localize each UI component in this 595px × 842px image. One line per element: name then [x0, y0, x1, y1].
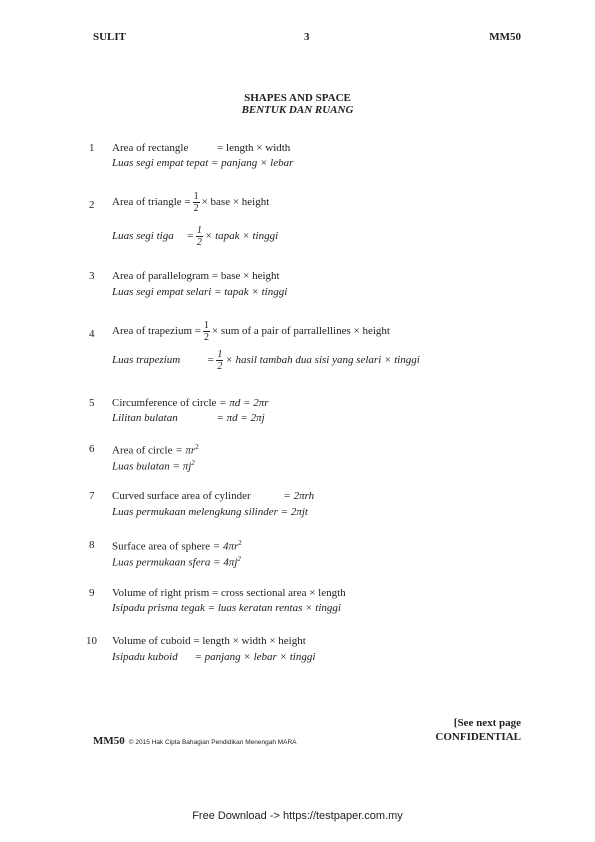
- formula-label: Volume of cuboid: [112, 635, 191, 647]
- formula-line-ms: Luas trapezium = $\frac{1}{2}$ × hasil tambah dua sisi yang selari × tinggi: [112, 349, 420, 372]
- formula-expression: × tapak × tinggi: [204, 230, 279, 243]
- formula-line-en: [112, 635, 306, 647]
- formula-expression: = base × height: [211, 270, 280, 282]
- formula-number: 10: [86, 635, 97, 647]
- exponent: 2: [237, 555, 241, 563]
- formula-line-en: [112, 587, 346, 599]
- formula-line-ms: [112, 506, 308, 518]
- formula-expression: = 2πrh: [283, 490, 315, 502]
- section-title: SHAPES AND SPACE: [244, 92, 351, 104]
- formula-label: Luas segi tiga: [112, 230, 174, 243]
- formula-label: Circumference of circle: [112, 397, 217, 409]
- formula-line-en: [112, 397, 269, 409]
- formula-label: Curved surface area of cylinder: [112, 490, 251, 502]
- exponent: 2: [238, 539, 242, 547]
- formula-line-ms: [112, 555, 241, 569]
- header-right: MM50: [489, 31, 521, 43]
- formula-label: Isipadu kuboid: [112, 651, 178, 663]
- formula-line-en: [112, 443, 199, 457]
- fraction: $\frac{1}{2}$: [193, 191, 199, 214]
- formula-line-ms: [112, 602, 341, 614]
- formula-label: Area of circle: [112, 444, 173, 457]
- formula-label: Luas bulatan: [112, 460, 170, 473]
- formula-line-ms: [112, 157, 293, 169]
- formula-expression: = tapak × tinggi: [214, 286, 288, 298]
- formula-label: Area of rectangle: [112, 142, 189, 154]
- formula-number: 7: [89, 490, 95, 502]
- formula-number: 5: [89, 397, 95, 409]
- formula-expression: = 4πj: [213, 556, 238, 569]
- download-link-text[interactable]: Free Download -> https://testpaper.com.my: [192, 810, 403, 822]
- formula-number: 6: [89, 443, 95, 455]
- formula-line-ms: [112, 286, 287, 298]
- header-left: SULIT: [93, 31, 127, 43]
- formula-expression: = length × width × height: [193, 635, 306, 647]
- formula-expression: × hasil tambah dua sisi yang selari × tinggi: [225, 354, 420, 367]
- formula-expression: = πj: [172, 460, 192, 473]
- formula-number: 8: [89, 539, 95, 551]
- page-number: 3: [304, 31, 310, 43]
- section-title-ms: BENTUK DAN RUANG: [241, 104, 354, 116]
- formula-label: Surface area of sphere: [112, 540, 211, 553]
- formula-number: 4: [89, 328, 95, 340]
- formula-line-ms: Luas segi tiga = $\frac{1}{2}$ × tapak × tinggi: [112, 225, 279, 248]
- fraction: $\frac{1}{2}$: [203, 320, 209, 343]
- formula-expression: = πr: [175, 444, 196, 457]
- formula-label: Luas trapezium: [112, 354, 181, 367]
- formula-line-en: [112, 490, 314, 502]
- formula-number: 3: [89, 270, 95, 282]
- fraction: $\frac{1}{2}$: [196, 225, 202, 248]
- formula-line-ms: [112, 412, 265, 424]
- formula-expression: = cross sectional area × length: [212, 587, 346, 599]
- formula-expression: × sum of a pair of parrallellines × height: [211, 325, 390, 338]
- formula-expression: = luas keratan rentas × tinggi: [207, 602, 341, 614]
- formula-line-ms: [112, 459, 195, 473]
- formula-label: Luas segi empat tepat: [112, 157, 209, 169]
- formula-expression: = panjang × lebar × tinggi: [194, 651, 316, 663]
- see-next-page: [See next page: [453, 717, 521, 729]
- exponent: 2: [191, 459, 195, 467]
- formula-expression: = πd = 2πr: [219, 397, 269, 409]
- formula-label: Luas segi empat selari: [112, 286, 212, 298]
- formula-line-ms: [112, 651, 315, 663]
- formula-line-en: [112, 270, 280, 282]
- formula-label: Area of trapezium =: [112, 325, 201, 338]
- formula-label: Luas permukaan melengkung silinder: [112, 506, 278, 518]
- formula-expression: = panjang × lebar: [211, 157, 294, 169]
- paper-code: MM50: [93, 735, 125, 747]
- formula-line-en: [112, 142, 290, 154]
- formula-label: Volume of right prism: [112, 587, 210, 599]
- formula-label: Lilitan bulatan: [112, 412, 178, 424]
- formula-expression: = πd = 2πj: [216, 412, 265, 424]
- formula-line-en: [112, 320, 390, 343]
- footer-copyright-line: [93, 731, 297, 749]
- formula-number: 9: [89, 587, 95, 599]
- formula-expression: = 4πr: [212, 540, 239, 553]
- fraction: $\frac{1}{2}$: [217, 349, 223, 372]
- formula-expression: = 2πjt: [280, 506, 308, 518]
- formula-label: Area of triangle =: [112, 196, 191, 209]
- exponent: 2: [195, 443, 199, 451]
- confidential-label: CONFIDENTIAL: [435, 731, 521, 743]
- copyright-text: © 2015 Hak Cipta Bahagian Pendidikan Menengah MARA: [128, 739, 297, 746]
- formula-label: Area of parallelogram: [112, 270, 210, 282]
- formula-line-en: [112, 539, 242, 553]
- formula-line-en: [112, 191, 269, 214]
- formula-label: Luas permukaan sfera: [112, 556, 211, 569]
- formula-expression: × base × height: [201, 196, 270, 209]
- formula-number: 1: [89, 142, 95, 154]
- formula-expression: = length × width: [217, 142, 291, 154]
- formula-number: 2: [89, 199, 95, 211]
- formula-label: Isipadu prisma tegak: [112, 602, 205, 614]
